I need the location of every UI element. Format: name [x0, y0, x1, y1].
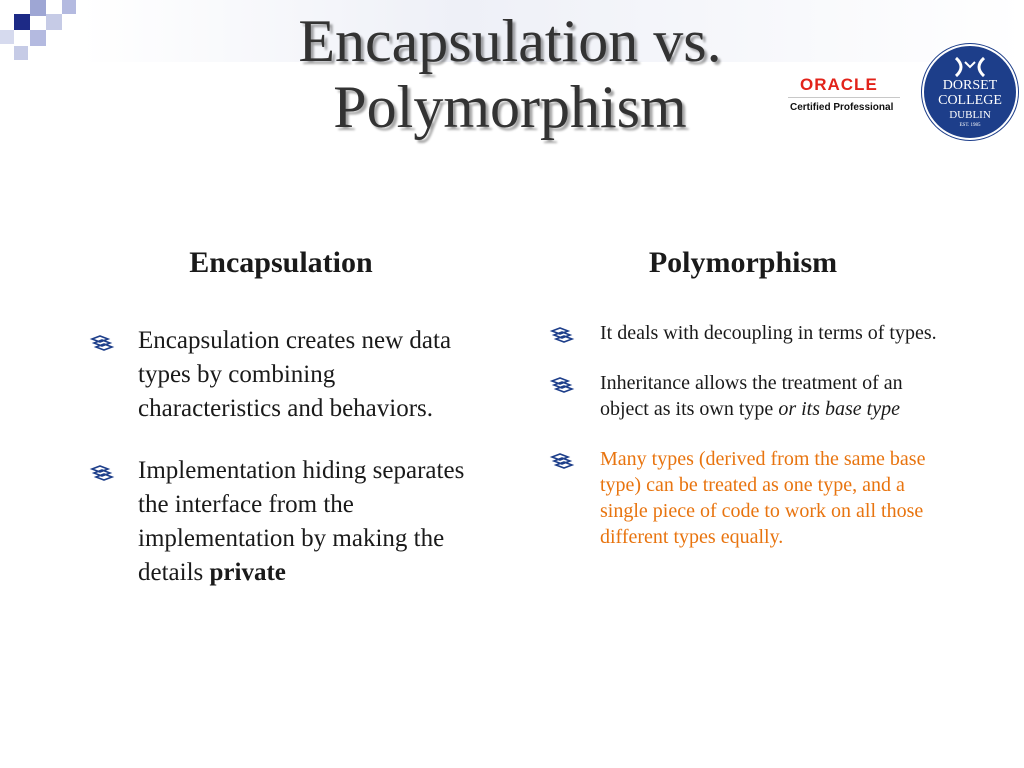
- encapsulation-heading: Encapsulation: [189, 246, 373, 279]
- polymorphism-heading: Polymorphism: [648, 246, 838, 279]
- polymorphism-bullet-list: [548, 320, 940, 574]
- bullet-text-wrap: [600, 370, 940, 422]
- books-icon: [88, 461, 116, 485]
- list-item: [88, 454, 480, 590]
- dorset-line-1: DORSET: [942, 78, 998, 93]
- oracle-wordmark: ORACLE: [800, 75, 878, 94]
- bullet-emphasis: or its base type: [778, 398, 900, 420]
- list-item: [548, 370, 940, 422]
- oracle-certified-logo: [786, 75, 902, 119]
- bullet-emphasis: private: [209, 559, 286, 586]
- bullet-text-highlight: Many types (derived from the same base type) can be treated as one type, and a single piece of code to work on all those different types equally.: [600, 448, 926, 548]
- bullet-text: Encapsulation creates new data types by combining characteristics and behaviors.: [138, 327, 452, 422]
- bullet-text-wrap: [138, 454, 480, 590]
- oracle-cert-label: Certified Professional: [790, 102, 894, 113]
- bullet-text: It deals with decoupling in terms of types.: [600, 322, 937, 344]
- books-icon: [548, 373, 576, 397]
- dorset-line-3: DUBLIN: [949, 109, 991, 121]
- title-line-1: Encapsulation vs.: [298, 8, 722, 74]
- dorset-est: EST. 1985: [959, 123, 981, 128]
- encapsulation-bullet-list: [88, 324, 480, 618]
- dorset-line-2: COLLEGE: [938, 93, 1002, 108]
- list-item: [88, 324, 480, 426]
- dorset-emblem-icon: [953, 56, 987, 78]
- books-icon: [548, 449, 576, 473]
- bullet-text: Inheritance allows the treatment of an object as its own type: [600, 372, 903, 420]
- oracle-divider: [788, 97, 900, 98]
- slide-title: [150, 8, 870, 140]
- bullet-text: Implementation hiding separates the interface from the implementation by making the details: [138, 457, 465, 586]
- title-line-2: Polymorphism: [333, 74, 687, 140]
- books-icon: [548, 323, 576, 347]
- list-item: [548, 446, 940, 550]
- books-icon: [88, 331, 116, 355]
- dorset-college-logo: [922, 44, 1018, 140]
- list-item: [548, 320, 940, 346]
